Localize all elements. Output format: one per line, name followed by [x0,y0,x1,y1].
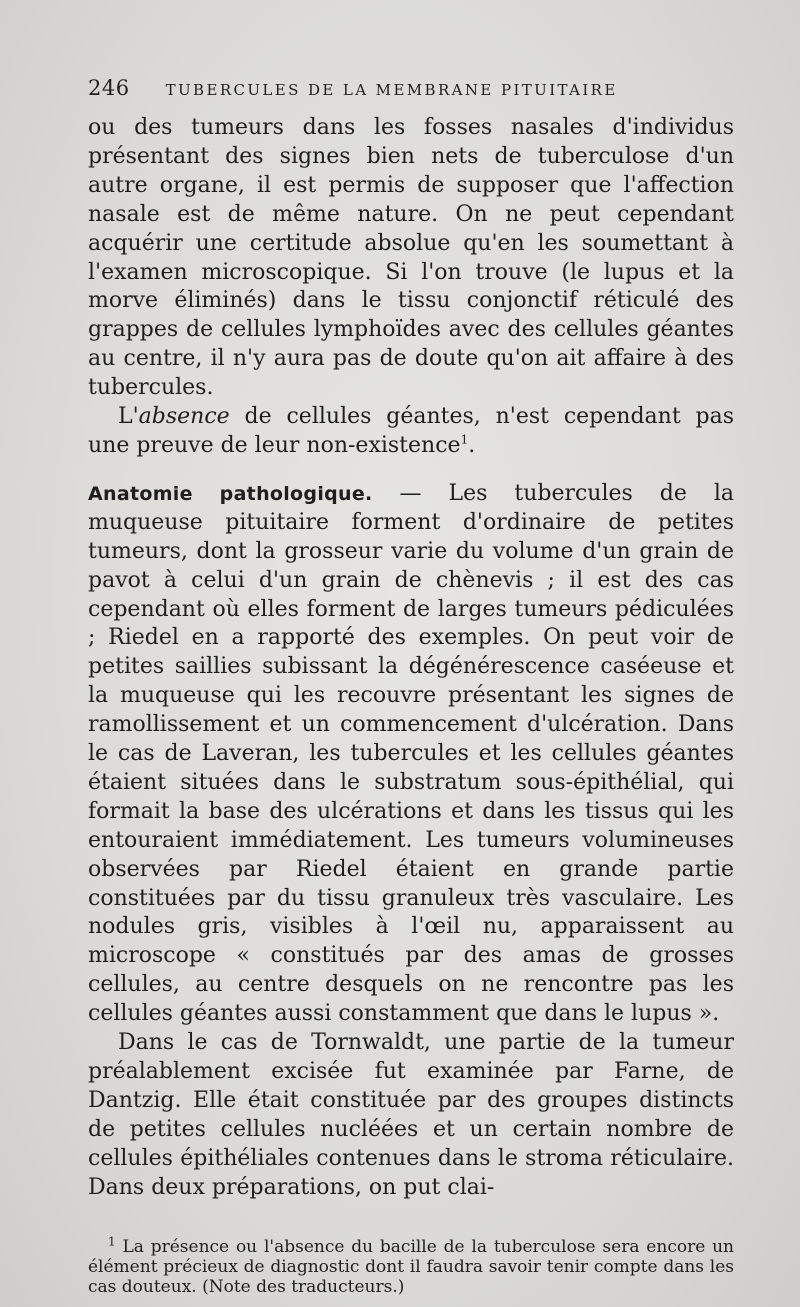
section-gap [88,461,734,480]
footnote-reference: 1 [460,432,469,447]
paragraph-3 [88,480,734,1029]
paragraph-1: ou des tumeurs dans les fosses nasales d'individus présentant des signes bien nets de tuberculose d'un autre organe, il est permis de supposer que l'affection nasale est de même nature. On ne peut cependant acquérir une certitude absolue qu'en les soumettant à l'examen microscopique. Si l'on trouve (le lupus et la morve éliminés) dans le tissu conjonctif réticulé des grappes de cellules lymphoïdes avec des cellules géantes au centre, il n'y aura pas de doute qu'on ait affaire à des tubercules. [88,115,734,401]
para2-end: . [468,432,476,458]
paragraph-2 [88,403,734,461]
body-text [88,114,734,1203]
paragraph-4: Dans le cas de Tornwaldt, une partie de la tumeur préalablement excisée fut examinée par Farne, de Dantzig. Elle était constituée par des groupes distincts de petites cellules nucléées et un certain nombre de cellules épithéliales contenues dans le stroma réticulaire. Dans deux préparations, on put clai- [88,1030,734,1200]
para2-lead: L' [118,404,139,430]
running-title: TUBERCULES DE LA MEMBRANE PITUITAIRE [165,81,618,99]
para2-rest: de cellules géantes, n'est cependant pas une preuve de leur non-existence [88,404,734,458]
running-head [88,76,734,110]
para2-italic: absence [138,404,230,430]
footnote-text: La présence ou l'absence du bacille de la tuberculose sera encore un élément précieux de diagnostic dont il faudra savoir tenir compte dans les cas douteux. (Note des traducteurs.) [88,1236,734,1297]
section-heading: Anatomie pathologique. [88,482,373,505]
footnote [88,1233,734,1297]
footnote-separator [88,1203,734,1219]
footnote-mark: 1 [108,1233,116,1248]
para3-text: — Les tubercules de la muqueuse pituitaire forment d'ordinaire de petites tumeurs, dont la grosseur varie du volume d'un grain de pavot à celui d'un grain de chènevis ; il est des cas cependant où elles forment de larges tumeurs pédiculées ; Riedel en a rapporté des exemples. On peut voir de petites saillies subissant la dégénérescence caséeuse et la muqueuse qui les recouvre présentant les signes de ramollissement et un commencement d'ulcération. Dans le cas de Laveran, les tubercules et les cellules géantes étaient situées dans le substratum sous-épithélial, qui formait la base des ulcérations et dans les tissus qui les entouraient immédiatement. Les tumeurs volumineuses observées par Riedel étaient en grande partie constituées par du tissu granuleux très vasculaire. Les nodules gris, visibles à l'œil nu, apparaissent au microscope « constitués par des amas de grosses cellules, au centre desquels on ne rencontre pas les cellules géantes aussi constamment que dans le lupus ». [88,480,734,1027]
page-number: 246 [88,76,130,100]
